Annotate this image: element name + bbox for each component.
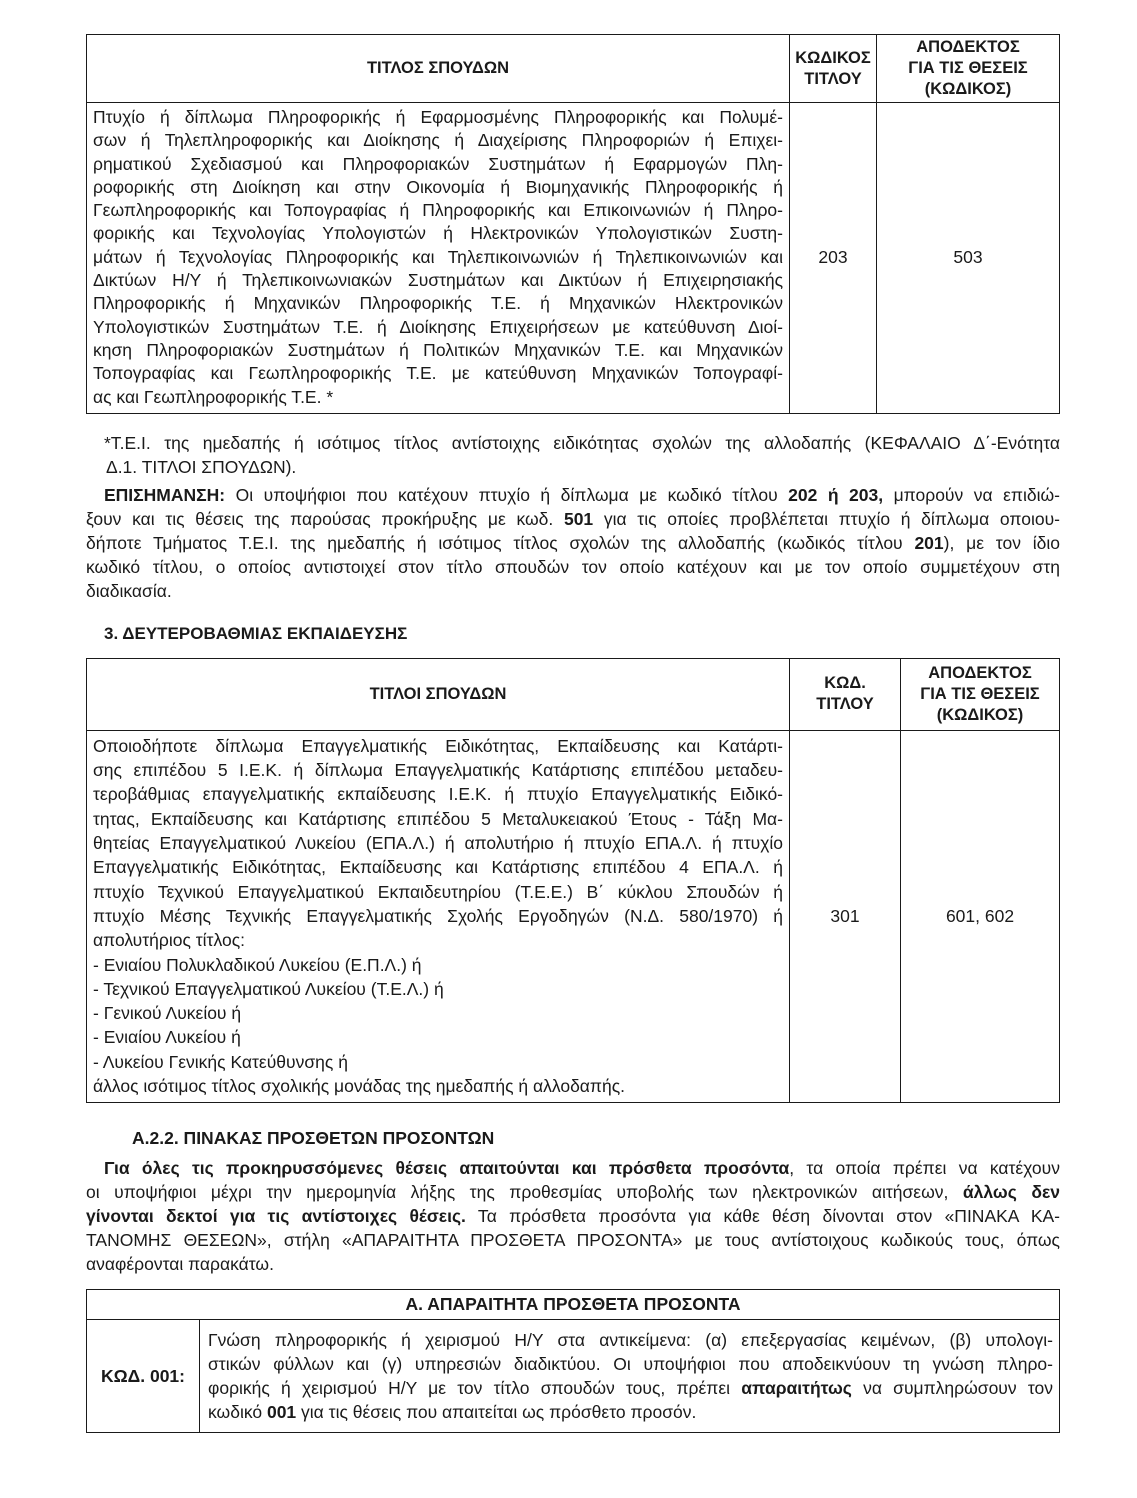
text-line: κηση Πληροφοριακών Συστημάτων ή Πολιτικών Μηχανικών Τ.Ε. και Μηχανικών — [93, 339, 783, 360]
text-line: Πτυχίο ή δίπλωμα Πληροφορικής ή Εφαρμοσμένης Πληροφορικής και Πολυμέ- — [93, 107, 783, 127]
text-line: ας και Γεωπληροφορικής Τ.Ε. * — [93, 386, 334, 407]
text-line: ροφορικής στη Διοίκηση και στην Οικονομία ή Βιομηχανικής Πληροφορικής ή — [93, 176, 783, 197]
list-line: άλλος ισότιμος τίτλος σχολικής μονάδας της ημεδαπής ή αλλοδαπής. — [93, 1076, 626, 1097]
footnote: *Τ.Ε.Ι. της ημεδαπής ή ισότιμος τίτλος αντίστοιχης ειδικότητας σχολών της αλλοδαπής (ΚΕΦΑΛΑΙΟ Δ΄-Ενότητα Δ.1. ΤΙΤΛΟΙ ΣΠΟΥΔΩΝ). — [104, 432, 1060, 477]
title-cell — [87, 103, 790, 414]
section-heading: 3. ΔΕΥΤΕΡΟΒΑΘΜΙΑΣ ΕΚΠΑΙΔΕΥΣΗΣ — [104, 623, 408, 643]
title-cell — [87, 730, 790, 1102]
text-line: τητας, Εκπαίδευσης και Κατάρτισης επιπέδου 5 Μεταλυκειακού Έτους - Τάξη Μα- — [93, 808, 783, 829]
text-line: σης επιπέδου 5 Ι.Ε.Κ. ή δίπλωμα Επαγγελματικής Κατάρτισης επιπέδου μεταδευ- — [93, 760, 783, 781]
accepted-cell: 601, 602 — [901, 730, 1060, 1102]
qualifications-table — [86, 1289, 1060, 1433]
text-line: τεροβάθμιας επαγγελματικής εκπαίδευσης Ι.Ε.Κ. ή πτυχίο Επαγγελματικής Ειδικό- — [93, 784, 783, 805]
list-line: απολυτήριος τίτλος: — [93, 930, 245, 951]
col-accepted-header: ΑΠΟΔΕΚΤΟΣ ΓΙΑ ΤΙΣ ΘΕΣΕΙΣ (ΚΩΔΙΚΟΣ) — [901, 658, 1060, 730]
code-label-cell: ΚΩΔ. 001: — [87, 1320, 200, 1433]
col-title-header: ΤΙΤΛΟΙ ΣΠΟΥΔΩΝ — [87, 658, 790, 730]
additional-qualifications-paragraph: Για όλες τις προκηρυσσόμενες θέσεις απαιτούνται και πρόσθετα προσόντα, τα οποία πρέπει να κατέχουν οι υποψήφιοι μέχρι την ημερομηνία λήξης της προθεσμίας υποβολής των ηλεκτρονικών αιτήσεων, άλλως δεν γίνονται δεκτοί για τις αντίστοιχες θέσεις. Τα πρόσθετα προσόντα για κάθε θέση δίνονται στον «ΠΙΝΑΚΑ ΚΑ- ΤΑΝΟΜΗΣ ΘΕΣΕΩΝ», στήλη «ΑΠΑΡΑΙΤΗΤΑ ΠΡΟΣΘΕΤΑ ΠΡΟΣΟΝΤΑ» με τους αντίστοιχους κωδικούς τους, όπως αναφέρονται παρακάτω. — [86, 1158, 1060, 1275]
text-line: ρηματικού Σχεδιασμού και Πληροφοριακών Συστημάτων ή Εφαρμογών Πλη- — [93, 153, 783, 174]
col-accepted-header: ΑΠΟΔΕΚΤΟΣ ΓΙΑ ΤΙΣ ΘΕΣΕΙΣ (ΚΩΔΙΚΟΣ) — [877, 35, 1060, 103]
list-line: - Γενικού Λυκείου ή — [93, 1003, 242, 1024]
col-code-header: ΚΩΔΙΚΟΣ ΤΙΤΛΟΥ — [790, 35, 877, 103]
text-line: φορικής και Τεχνολογίας Υπολογιστών ή Ηλεκτρονικών Υπολογιστικών Συστη- — [93, 223, 783, 244]
text-line: σων ή Τηλεπληροφορικής και Διοίκησης ή Διαχείρισης Πληροφοριών ή Επιχει- — [93, 130, 783, 151]
text-line: Οποιοδήποτε δίπλωμα Επαγγελματικής Ειδικότητας, Εκπαίδευσης και Κατάρτι- — [93, 735, 783, 756]
list-line: - Ενιαίου Πολυκλαδικού Λυκείου (Ε.Π.Λ.) ή — [93, 954, 422, 975]
code-cell: 301 — [790, 730, 901, 1102]
list-line: - Ενιαίου Λυκείου ή — [93, 1027, 241, 1048]
col-code-header: ΚΩΔ. ΤΙΤΛΟΥ — [790, 658, 901, 730]
text-line: πτυχίο Μέσης Τεχνικής Επαγγελματικής Σχολής Εργοδηγών (Ν.Δ. 580/1970) ή — [93, 905, 783, 926]
code-cell: 203 — [790, 103, 877, 414]
text-line: πτυχίο Τεχνικού Επαγγελματικού Εκπαιδευτηρίου (Τ.Ε.Ε.) Β΄ κύκλου Σπουδών ή — [93, 881, 783, 902]
section-heading: Α.2.2. ΠΙΝΑΚΑΣ ΠΡΟΣΘΕΤΩΝ ΠΡΟΣΟΝΤΩΝ — [132, 1128, 495, 1149]
qualification-text-cell: Γνώση πληροφορικής ή χειρισμού Η/Υ στα αντικείμενα: (α) επεξεργασίας κειμένων, (β) υπολογι- στικών φύλλων και (γ) υπηρεσιών διαδικτύου. Οι υποψήφιοι που αποδεικνύουν τη γνώση πληρο- φορικής ή χειρισμού Η/Υ με τον τίτλο σπουδών τους, πρέπει απαραιτήτως να συμπληρώσουν τον κωδικό 001 για τις θέσεις που απαιτείται ως πρόσθετο προσόν. — [200, 1320, 1060, 1433]
text-line: Επαγγελματικής Ειδικότητας, Εκπαίδευσης και Κατάρτισης επιπέδου 4 ΕΠΑ.Λ. ή — [93, 857, 783, 878]
text-line: θητείας Επαγγελματικού Λυκείου (ΕΠΑ.Λ.) ή απολυτήριο ή πτυχίο ΕΠΑ.Λ. ή πτυχίο — [93, 833, 783, 854]
table-title: Α. ΑΠΑΡΑΙΤΗΤΑ ΠΡΟΣΘΕΤΑ ΠΡΟΣΟΝΤΑ — [87, 1290, 1060, 1320]
document-page — [86, 34, 1060, 1433]
col-title-header: ΤΙΤΛΟΣ ΣΠΟΥΔΩΝ — [87, 35, 790, 103]
text-line: μάτων ή Τεχνολογίας Πληροφορικής και Τηλεπικοινωνιών ή Τηλεπικοινωνιών και — [93, 246, 783, 267]
studies-table-2 — [86, 658, 1060, 1103]
studies-table-1 — [86, 34, 1060, 414]
text-line: Υπολογιστικών Συστημάτων Τ.Ε. ή Διοίκησης Επιχειρήσεων με κατεύθυνση Διοί- — [93, 316, 783, 337]
text-line: Τοπογραφίας και Γεωπληροφορικής Τ.Ε. με κατεύθυνση Μηχανικών Τοπογραφί- — [93, 363, 783, 384]
text-line: Πληροφορικής ή Μηχανικών Πληροφορικής Τ.Ε. ή Μηχανικών Ηλεκτρονικών — [93, 293, 783, 314]
list-line: - Τεχνικού Επαγγελματικού Λυκείου (Τ.Ε.Λ.) ή — [93, 978, 444, 999]
remark-paragraph: ΕΠΙΣΗΜΑΝΣΗ: Οι υποψήφιοι που κατέχουν πτυχίο ή δίπλωμα με κωδικό τίτλου 202 ή 203, μπορούν να επιδιώ- ξουν και τις θέσεις της παρούσας προκήρυξης με κωδ. 501 για τις οποίες προβλέπεται πτυχίο ή δίπλωμα οποιου- δήποτε Τμήματος Τ.Ε.Ι. της ημεδαπής ή ισότιμος τίτλος σχολών της αλλοδαπής (κωδικός τίτλου 201), με τον ίδιο κωδικό τίτλου, ο οποίος αντιστοιχεί στον τίτλο σπουδών τον οποίο κατέχουν και με τον οποίο συμμετέχουν στη διαδικασία. — [86, 484, 1061, 601]
list-line: - Λυκείου Γενικής Κατεύθυνσης ή — [93, 1051, 348, 1072]
text-line: Γεωπληροφορικής και Τοπογραφίας ή Πληροφορικής και Επικοινωνιών ή Πληρο- — [93, 200, 783, 221]
accepted-cell: 503 — [877, 103, 1060, 414]
text-line: Δικτύων Η/Υ ή Τηλεπικοινωνιακών Συστημάτων και Δικτύων ή Επιχειρησιακής — [93, 270, 783, 291]
